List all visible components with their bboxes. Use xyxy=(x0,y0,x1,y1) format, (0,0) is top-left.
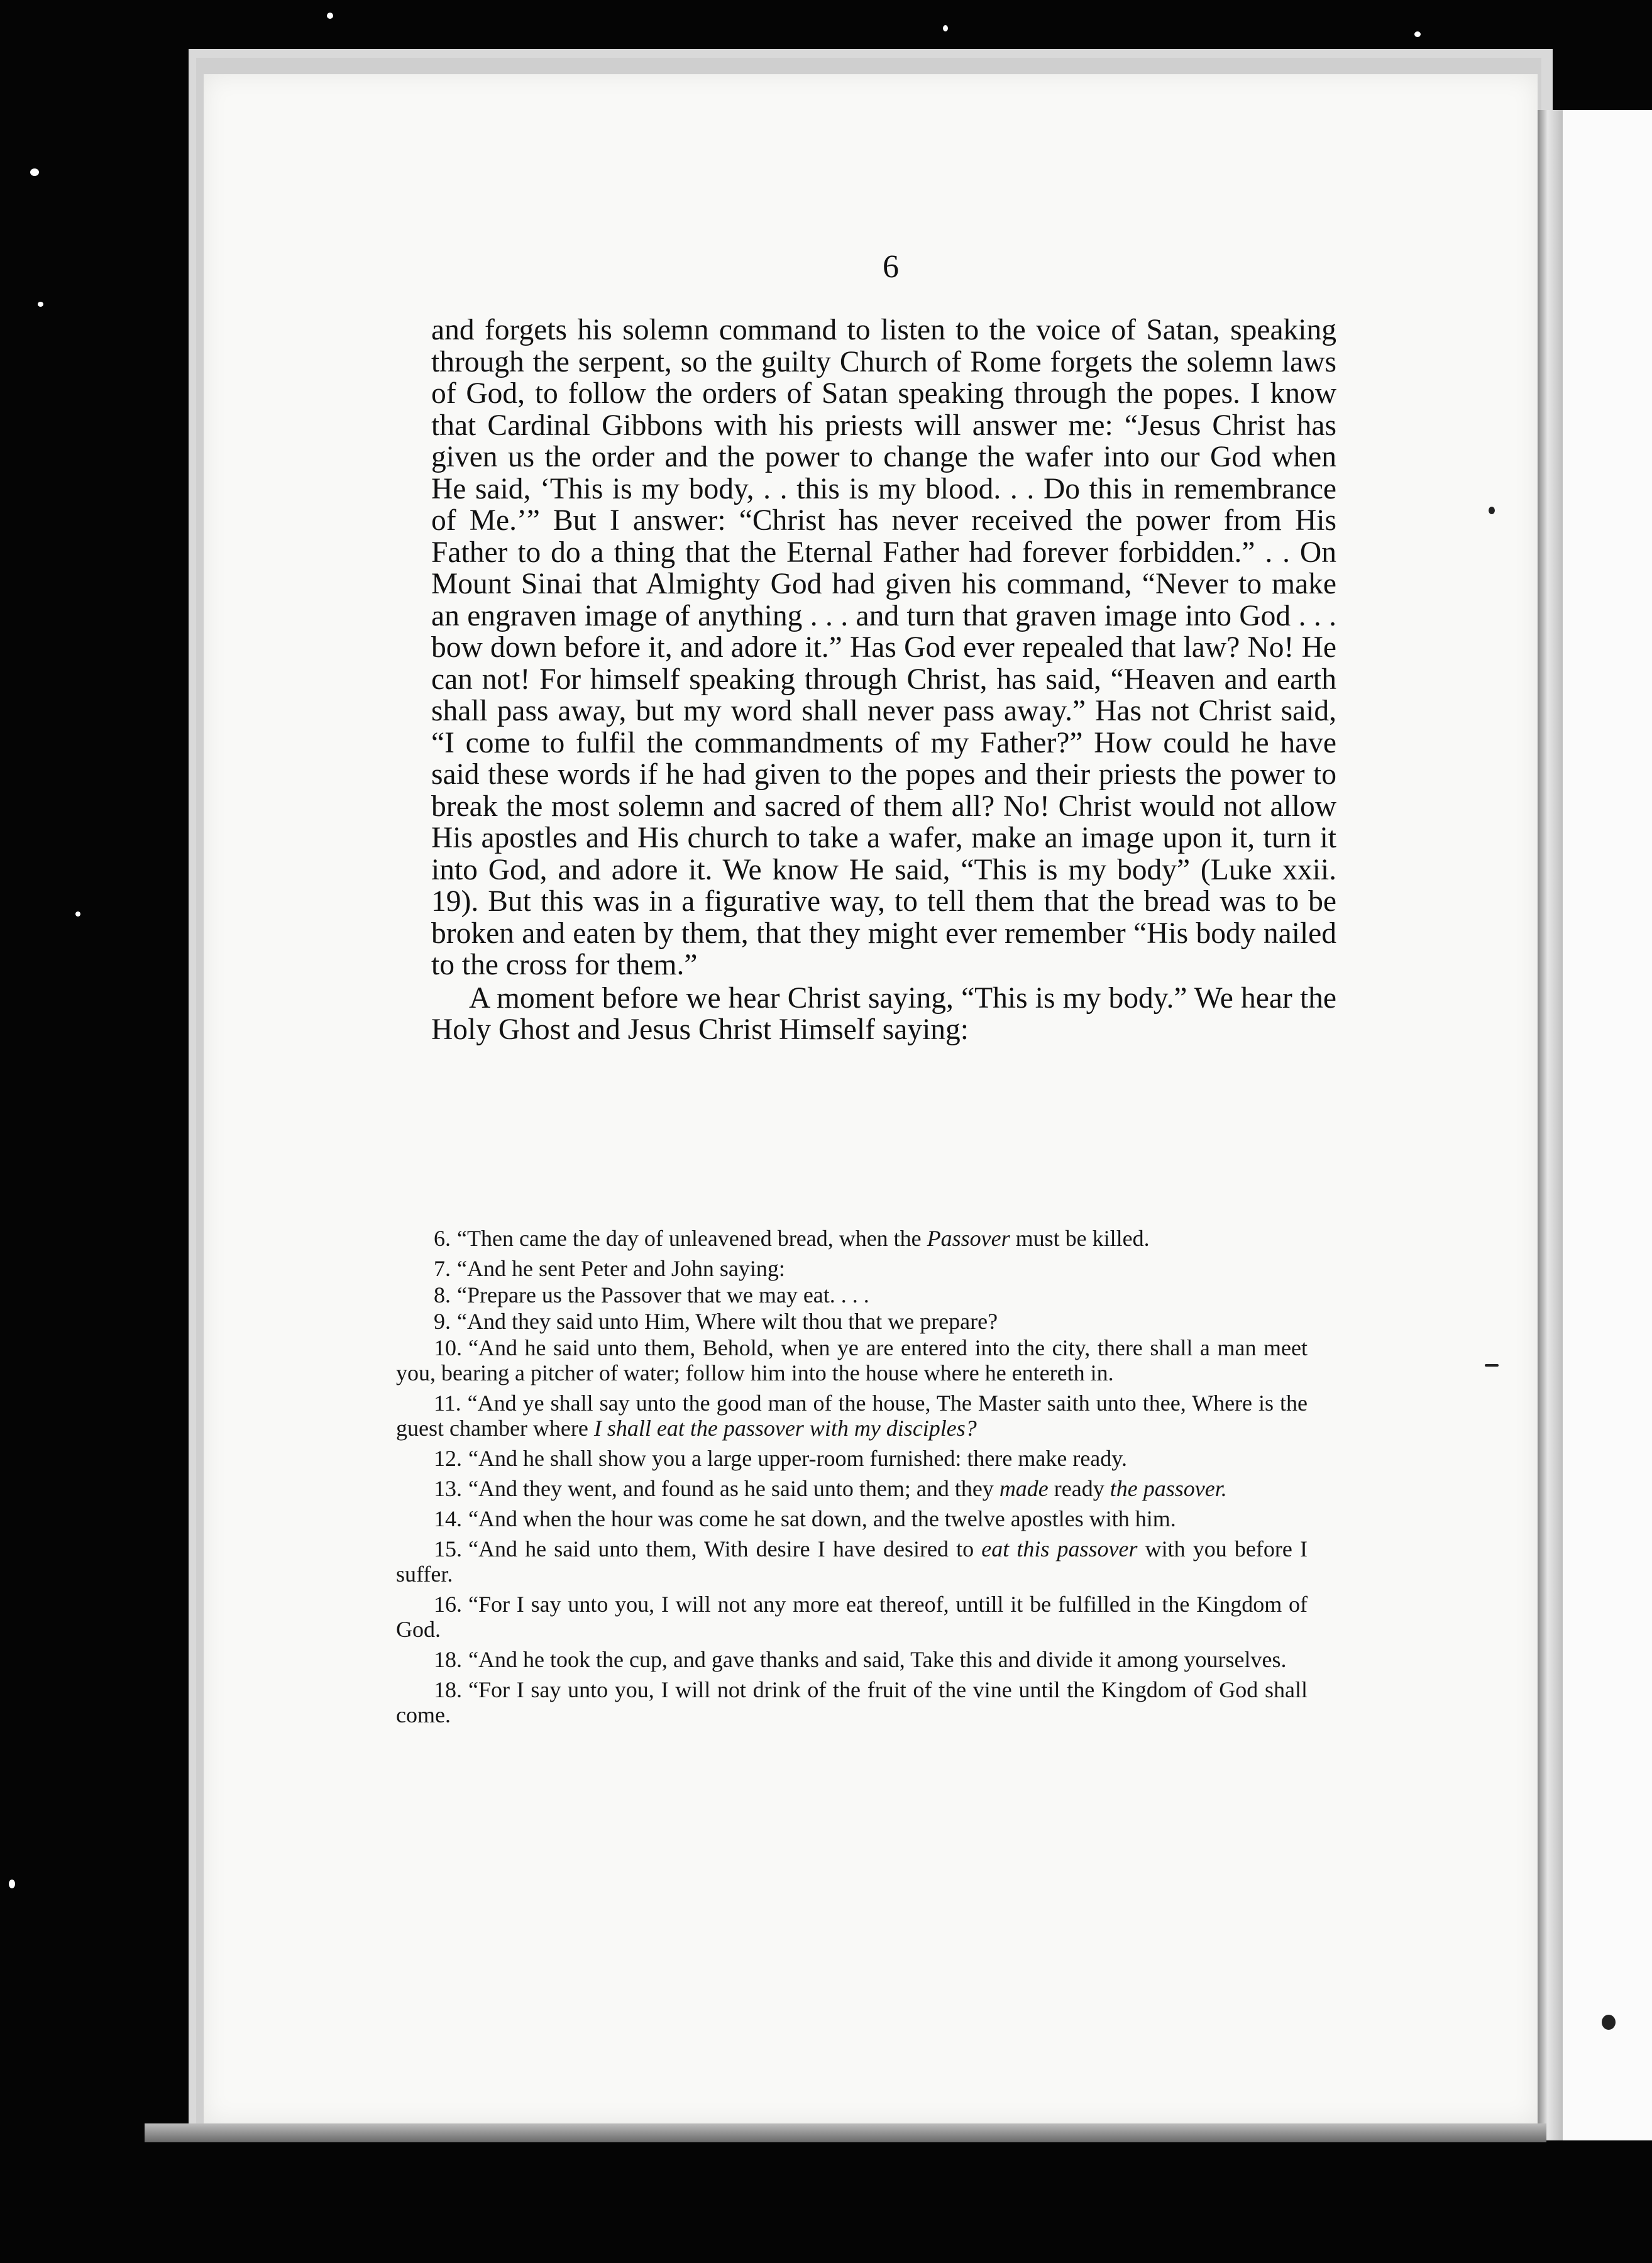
verse-text: “Then came the day of unleavened bread, when the xyxy=(457,1226,927,1251)
dust-speck xyxy=(30,168,39,176)
verse-number: 14. xyxy=(434,1506,462,1531)
verse-text: “And ye shall say unto the good man of the house, The Master saith unto thee, Where is the guest chamber where xyxy=(396,1390,1308,1441)
verse-text: “And he sent Peter and John saying: xyxy=(457,1256,785,1281)
verse-text: “And they said unto Him, Where wilt thou that we prepare? xyxy=(457,1309,998,1334)
facing-page-edge xyxy=(1563,110,1652,2140)
page-bottom-edge xyxy=(145,2123,1546,2142)
verse-text: “Prepare us the Passover that we may eat. . . . xyxy=(457,1282,869,1308)
verse-italic-text: Passover xyxy=(927,1226,1010,1251)
dust-speck xyxy=(9,1880,15,1888)
verse-number: 7. xyxy=(434,1256,451,1281)
verse-item xyxy=(396,1476,1308,1501)
verse-number: 12. xyxy=(434,1446,462,1471)
dust-speck xyxy=(1414,31,1421,37)
body-paragraph: A moment before we hear Christ saying, “This is my body.” We hear the Holy Ghost and Jesus Christ Himself saying: xyxy=(431,981,1336,1046)
book-gutter xyxy=(1538,110,1563,2140)
ink-spot xyxy=(1602,2015,1616,2030)
page-number: 6 xyxy=(883,249,899,285)
verse-item xyxy=(396,1677,1308,1727)
verse-text: “And he said unto them, Behold, when ye are entered into the city, there shall a man meet you, bearing a pitcher of water; follow him into the house where he entereth in. xyxy=(396,1335,1308,1385)
verse-number: 9. xyxy=(434,1309,451,1334)
verse-italic-text: made xyxy=(999,1476,1049,1501)
verse-number: 11. xyxy=(434,1390,461,1416)
verse-text: ready xyxy=(1048,1476,1110,1501)
verse-item xyxy=(396,1226,1308,1251)
verse-text: “And they went, and found as he said unto them; and they xyxy=(468,1476,999,1501)
verse-text: with you before I suffer. xyxy=(396,1536,1308,1587)
verse-italic-text: I shall eat the passover with my disciples? xyxy=(593,1416,977,1441)
verse-number: 10. xyxy=(434,1335,462,1360)
verse-italic-text: the passover. xyxy=(1110,1476,1227,1501)
ink-spot xyxy=(1489,507,1495,514)
verse-number: 15. xyxy=(434,1536,462,1561)
verse-number: 13. xyxy=(434,1476,462,1501)
verse-item xyxy=(396,1256,1308,1281)
verse-item xyxy=(396,1536,1308,1587)
verse-italic-text: eat this passover xyxy=(981,1536,1138,1561)
ink-dash xyxy=(1485,1364,1499,1367)
verse-item xyxy=(396,1282,1308,1308)
verse-item xyxy=(396,1446,1308,1471)
verse-text: must be killed. xyxy=(1010,1226,1150,1251)
scripture-verses xyxy=(396,1226,1308,1732)
verse-item xyxy=(396,1506,1308,1531)
verse-item xyxy=(396,1335,1308,1385)
dust-speck xyxy=(38,302,43,307)
verse-number: 6. xyxy=(434,1226,451,1251)
verse-item xyxy=(396,1592,1308,1642)
body-paragraph: and forgets his solemn command to listen to the voice of Satan, speaking through the serpent, so the guilty Church of Rome forgets the solemn laws of God, to follow the orders of Satan speaking through the popes. I know that Cardinal Gibbons with his priests will answer me: “Jesus Christ has given us the order and the power to change the wafer into our God when He said, ‘This is my body, . . this is my blood. . . Do this in remembrance of Me.’” But I answer: “Christ has never received the power from His Father to do a thing that the Eternal Father had forever forbidden.” . . On Mount Sinai that Almighty God had given his command, “Never to make an engraven image of anything . . . and turn that graven image into God . . . bow down before it, and adore it.” Has God ever repealed that law? No! He can not! For himself speaking through Christ, has said, “Heaven and earth shall pass away, but my word shall never pass away.” Has not Christ said, “I come to fulfil the commandments of my Father?” How could he have said these words if he had given to the popes and their priests the power to break the most solemn and sacred of them all? No! Christ would not allow His apostles and His church to take a wafer, make an image upon it, turn it into God, and adore it. We know He said, “This is my body” (Luke xxii. 19). But this was in a figurative way, to tell them that the bread was to be broken and eaten by them, that they might ever remember “His body nailed to the cross for them.” xyxy=(431,314,1336,981)
verse-number: 18. xyxy=(434,1677,462,1702)
verse-text: “And when the hour was come he sat down, and the twelve apostles with him. xyxy=(468,1506,1176,1531)
body-text xyxy=(431,314,1336,1046)
verse-item xyxy=(396,1390,1308,1441)
verse-number: 8. xyxy=(434,1282,451,1308)
dust-speck xyxy=(75,911,80,917)
verse-text: “And he took the cup, and gave thanks and said, Take this and divide it among yourselves. xyxy=(468,1647,1287,1672)
verse-text: “For I say unto you, I will not drink of the fruit of the vine until the Kingdom of God shall come. xyxy=(396,1677,1308,1727)
verse-text: “And he shall show you a large upper-room furnished: there make ready. xyxy=(468,1446,1127,1471)
verse-item xyxy=(396,1309,1308,1334)
dust-speck xyxy=(327,13,333,19)
verse-number: 16. xyxy=(434,1592,462,1617)
dust-speck xyxy=(943,25,948,31)
verse-item xyxy=(396,1647,1308,1672)
verse-text: “And he said unto them, With desire I have desired to xyxy=(468,1536,982,1561)
verse-text: “For I say unto you, I will not any more eat thereof, untill it be fulfilled in the Kingdom of God. xyxy=(396,1592,1308,1642)
verse-number: 18. xyxy=(434,1647,462,1672)
